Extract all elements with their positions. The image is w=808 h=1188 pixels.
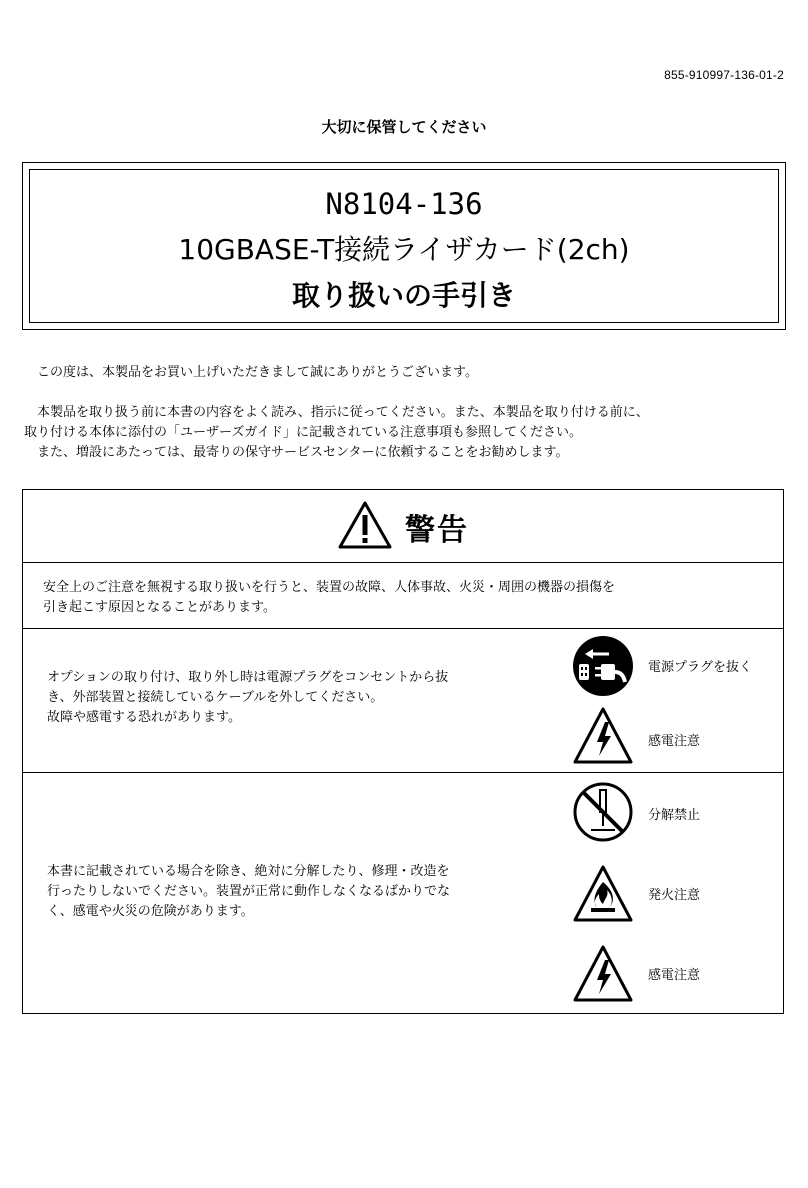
title-box-inner [29, 169, 779, 323]
product-name: 10GBASE-T接続ライザカード(2ch) [178, 233, 630, 266]
symbol-label-shock: 感電注意 [648, 734, 701, 749]
warning-item-1-line-1: オプションの取り付け、取り外し時は電源プラグをコンセントから抜 [47, 670, 449, 685]
electric-shock-icon [571, 942, 635, 1006]
unplug-icon [571, 634, 635, 698]
intro-paragraph-2-line-1: 本製品を取り扱う前に本書の内容をよく読み、指示に従ってください。また、本製品を取り付ける前に、 [24, 405, 649, 420]
divider [23, 628, 783, 629]
document-type: 取り扱いの手引き [291, 279, 516, 312]
warning-triangle-icon [337, 500, 393, 554]
electric-shock-icon [571, 704, 635, 768]
warning-box [22, 489, 784, 1014]
symbol-label-shock-2: 感電注意 [648, 968, 701, 983]
warning-summary-line-2: 引き起こす原因となることがあります。 [43, 600, 276, 615]
warning-item-2-line-2: 行ったりしないでください。装置が正常に動作しなくなるばかりでな [47, 884, 451, 899]
warning-item-1-line-3: 故障や感電する恐れがあります。 [47, 710, 241, 725]
intro-paragraph-1: この度は、本製品をお買い上げいただきまして誠にありがとうございます。 [24, 365, 478, 380]
intro-paragraph-3: また、増設にあたっては、最寄りの保守サービスセンターに依頼することをお勧めします。 [24, 445, 569, 460]
symbol-label-no-disassembly: 分解禁止 [648, 808, 701, 823]
fire-caution-icon [571, 862, 635, 926]
warning-header [23, 502, 783, 552]
warning-summary-line-1: 安全上のご注意を無視する取り扱いを行うと、装置の故障、人体事故、火災・周囲の機器の損傷を [43, 580, 616, 595]
symbol-label-unplug: 電源プラグを抜く [648, 660, 753, 675]
warning-item-2-line-1: 本書に記載されている場合を除き、絶対に分解したり、修理・改造を [47, 864, 450, 879]
title-box [22, 162, 786, 330]
warning-item-2-line-3: く、感電や火災の危険があります。 [47, 904, 254, 919]
warning-title: 警告 [405, 513, 469, 548]
keep-notice: 大切に保管してください [321, 118, 487, 136]
model-number: N8104-136 [325, 187, 483, 221]
divider [23, 772, 783, 773]
symbol-label-fire: 発火注意 [648, 888, 701, 903]
no-disassembly-icon [571, 780, 635, 844]
warning-item-1-line-2: き、外部装置と接続しているケーブルを外してください。 [47, 690, 384, 705]
document-number: 855-910997-136-01-2 [664, 68, 784, 82]
divider [23, 562, 783, 563]
intro-paragraph-2-line-2: 取り付ける本体に添付の「ユーザーズガイド」に記載されている注意事項も参照してください。 [24, 425, 582, 440]
